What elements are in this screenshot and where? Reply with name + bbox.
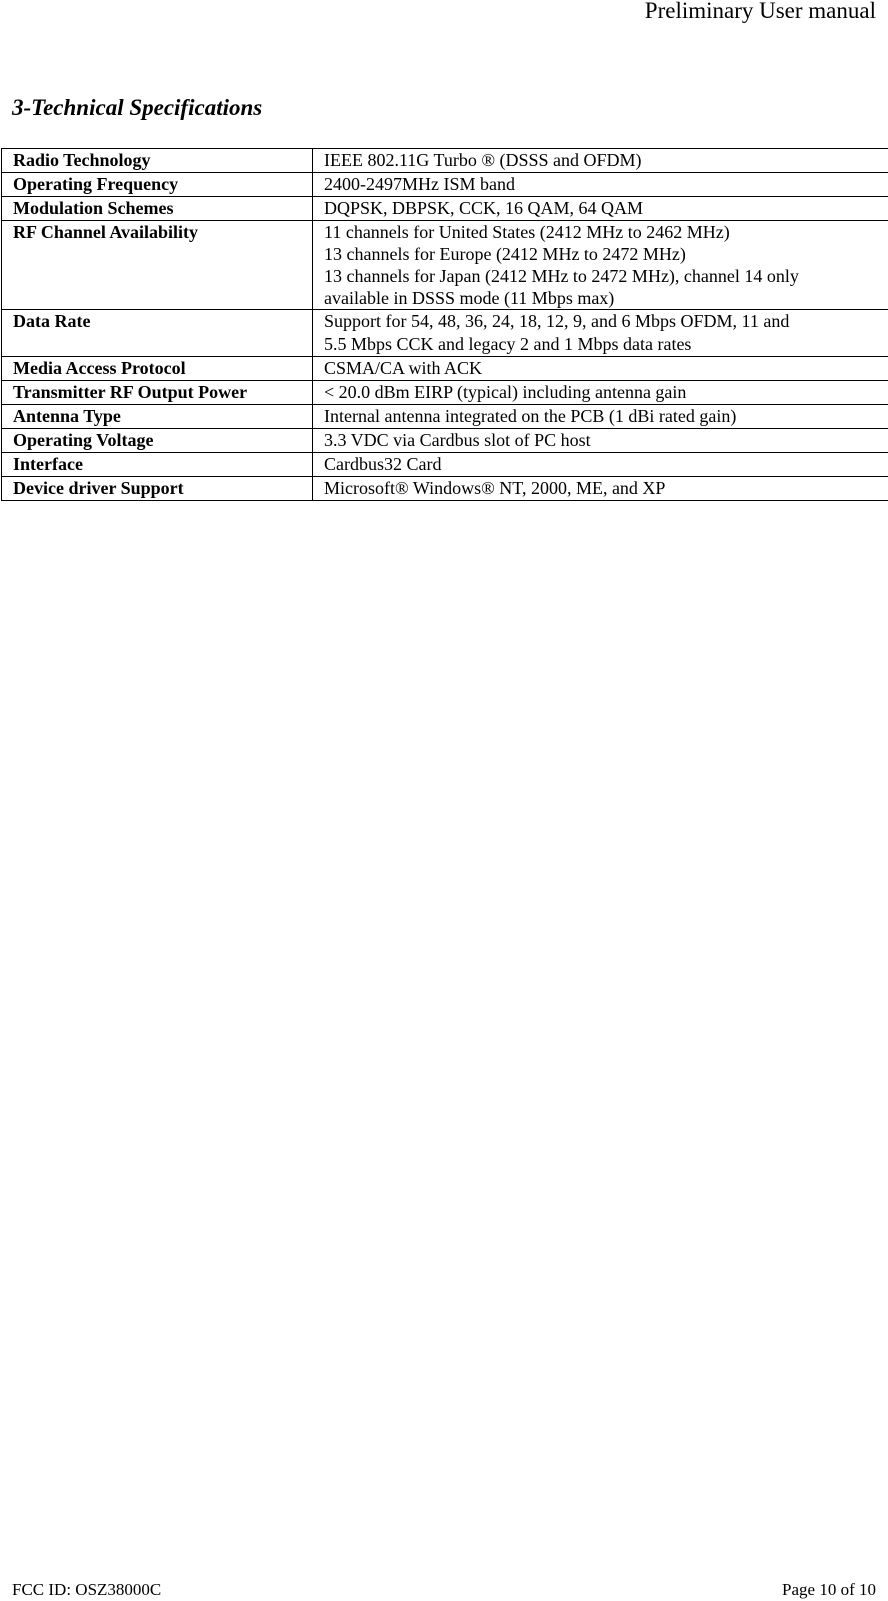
spec-value (313, 221, 888, 310)
section-title: 3-Technical Specifications (12, 95, 263, 120)
spec-value (313, 197, 888, 221)
spec-row-radio-technology (2, 149, 888, 173)
spec-value-line: < 20.0 dBm EIRP (typical) including antenna gain (324, 382, 687, 402)
spec-value (313, 357, 888, 381)
spec-label: Operating Frequency (2, 173, 313, 197)
spec-value-line: available in DSSS mode (11 Mbps max) (324, 288, 615, 308)
spec-row-interface (2, 453, 888, 477)
spec-row-modulation-schemes (2, 197, 888, 221)
spec-label: Device driver Support (2, 477, 313, 501)
spec-row-media-access-protocol (2, 357, 888, 381)
spec-label: Modulation Schemes (2, 197, 313, 221)
spec-row-operating-voltage (2, 429, 888, 453)
spec-value (313, 173, 888, 197)
spec-row-data-rate (2, 310, 888, 357)
spec-value (313, 310, 888, 357)
spec-label: Antenna Type (2, 405, 313, 429)
spec-label: Radio Technology (2, 149, 313, 173)
spec-value-line: Internal antenna integrated on the PCB (1 dBi rated gain) (324, 406, 737, 426)
spec-row-device-driver-support (2, 477, 888, 501)
spec-row-operating-frequency (2, 173, 888, 197)
spec-label: Media Access Protocol (2, 357, 313, 381)
spec-value (313, 477, 888, 501)
spec-row-antenna-type (2, 405, 888, 429)
footer-page-number: Page 10 of 10 (782, 1580, 876, 1599)
spec-value-line: CSMA/CA with ACK (324, 358, 483, 378)
spec-value (313, 453, 888, 477)
spec-value-line: Microsoft® Windows® NT, 2000, ME, and XP (324, 478, 666, 498)
spec-value-line: 5.5 Mbps CCK and legacy 2 and 1 Mbps data rates (324, 334, 692, 354)
spec-value-line: 13 channels for Europe (2412 MHz to 2472 MHz) (324, 244, 686, 264)
spec-label: Data Rate (2, 310, 313, 357)
spec-value (313, 149, 888, 173)
spec-value-line: Cardbus32 Card (324, 454, 442, 474)
spec-row-transmitter-rf-output-power (2, 381, 888, 405)
spec-value-line: IEEE 802.11G Turbo ® (DSSS and OFDM) (324, 150, 642, 170)
spec-value-line: 13 channels for Japan (2412 MHz to 2472 MHz), channel 14 only (324, 266, 799, 286)
spec-value-line: DQPSK, DBPSK, CCK, 16 QAM, 64 QAM (324, 198, 644, 218)
document-header-title: Preliminary User manual (644, 0, 876, 23)
spec-value-line: 3.3 VDC via Cardbus slot of PC host (324, 430, 591, 450)
spec-value-line: 11 channels for United States (2412 MHz to 2462 MHz) (324, 222, 730, 242)
spec-row-rf-channel-availability (2, 221, 888, 310)
spec-label: Transmitter RF Output Power (2, 381, 313, 405)
spec-label: Interface (2, 453, 313, 477)
spec-value-line: Support for 54, 48, 36, 24, 18, 12, 9, and 6 Mbps OFDM, 11 and (324, 311, 790, 331)
spec-value-line: 2400-2497MHz ISM band (324, 174, 515, 194)
spec-label: RF Channel Availability (2, 221, 313, 310)
spec-value (313, 381, 888, 405)
technical-specifications-table (1, 148, 888, 501)
footer-fcc-id: FCC ID: OSZ38000C (12, 1580, 162, 1599)
spec-value (313, 429, 888, 453)
spec-value (313, 405, 888, 429)
spec-label: Operating Voltage (2, 429, 313, 453)
